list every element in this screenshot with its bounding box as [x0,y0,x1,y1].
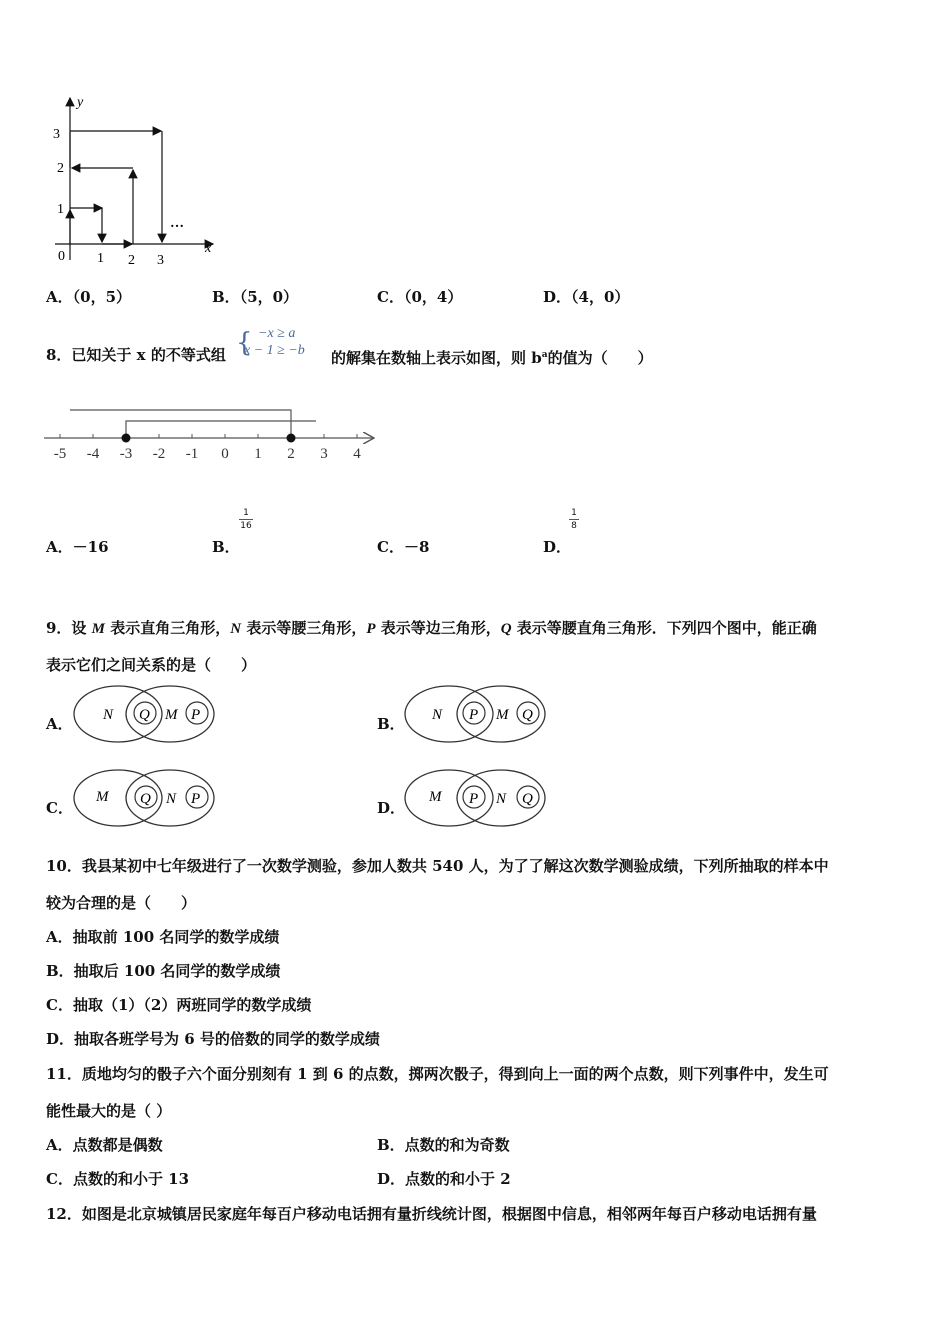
tick-label: 1 [254,446,262,462]
q11-option-d[interactable]: D．点数的和小于 2 [377,1170,511,1188]
set-label-left: N [432,707,443,723]
denominator: 16 [240,521,252,531]
q12-stem-line-1: 12．如图是北京城镇居民家庭年每百户移动电话拥有量折线统计图，根据图中信息，相邻两年每百户移动电话拥有量 [46,1205,817,1223]
brace-icon: { [236,328,253,358]
tick-label: -5 [53,446,67,462]
point-2 [287,434,296,443]
y-tick: 3 [53,127,60,142]
x-tick: 3 [157,253,164,268]
q9-venn-c[interactable] [70,766,220,832]
q9-venn-b[interactable] [401,682,551,748]
q7-option-b[interactable]: B．（5，0） [212,288,299,306]
q9-option-c[interactable]: C． [46,799,73,817]
set-label-left: M [96,789,109,805]
q11-option-a[interactable]: A．点数都是偶数 [46,1136,163,1154]
q9-stem-line-2: 表示它们之间关系的是（ ） [46,656,257,674]
q9-stem-line-1: 9．设 M 表示直角三角形，N 表示等腰三角形，P 表示等边三角形，Q 表示等腰直角三角形．下列四个图中，能正确 [46,619,817,637]
x-tick: 1 [97,251,104,266]
tick-label: 0 [221,446,229,462]
system-line-2: x − 1 ≥ −b [244,343,305,358]
tick-label: 4 [353,446,361,462]
q7-path-graph [45,92,235,272]
q9-option-d[interactable]: D． [377,799,406,817]
set-label-inner: Q [522,707,533,723]
set-label-inner: P [191,707,201,723]
q7-option-a[interactable]: A．（0，5） [46,288,132,306]
q8-option-c[interactable]: C．－8 [377,538,430,556]
tick-label: 3 [320,446,328,462]
numerator: 1 [243,508,249,518]
q9-venn-d[interactable] [401,766,551,832]
set-label-mid: Q [140,791,151,807]
q11-stem-line-2: 能性最大的是（ ） [46,1102,172,1120]
q7-option-c[interactable]: C．（0，4） [377,288,463,306]
y-tick: 2 [57,161,64,176]
y-tick: 1 [57,202,64,217]
q8-option-b[interactable]: B． [212,538,240,556]
tick-label: -1 [185,446,199,462]
set-label-right: M [496,707,509,723]
set-label-left: N [103,707,114,723]
point-minus-3 [122,434,131,443]
set-label-right: N [496,791,507,807]
tick-label: -2 [152,446,166,462]
q10-option-d[interactable]: D．抽取各班学号为 6 号的倍数的同学的数学成绩 [46,1030,380,1048]
tick-label: 2 [287,446,295,462]
q8-stem-start: 8．已知关于 x 的不等式组 [46,346,226,364]
q8-number-line [40,402,385,464]
q8-option-d[interactable]: D． [543,538,572,556]
x-axis-label: x [205,241,212,256]
q8-stem-end: 的解集在数轴上表示如图，则 $b^a$的值为（ ） [331,349,653,367]
q11-option-c[interactable]: C．点数的和小于 13 [46,1170,190,1188]
q10-stem-line-2: 较为合理的是（ ） [46,894,197,912]
set-label-right: M [165,707,178,723]
q11-option-b[interactable]: B．点数的和为奇数 [377,1136,510,1154]
q8-option-b-fraction [237,508,255,531]
q9-option-a[interactable]: A． [46,715,73,733]
q10-option-b[interactable]: B．抽取后 100 名同学的数学成绩 [46,962,281,980]
tick-label: -3 [119,446,133,462]
set-label-inner: P [191,791,201,807]
y-axis-label: y [77,95,84,110]
ellipsis: … [170,216,184,231]
q8-option-a[interactable]: A．－16 [46,538,109,556]
numerator: 1 [571,508,577,518]
tick-label: -4 [86,446,100,462]
set-label-mid: Q [139,707,150,723]
x-tick: 2 [128,253,135,268]
q10-option-a[interactable]: A．抽取前 100 名同学的数学成绩 [46,928,280,946]
x-tick: 0 [58,249,65,264]
q9-venn-a[interactable] [70,682,220,748]
q8-option-d-fraction [567,508,581,531]
set-label-inner: Q [522,791,533,807]
q11-stem-line-1: 11．质地均匀的骰子六个面分别刻有 1 到 6 的点数，掷两次骰子，得到向上一面的两个点数，则下列事件中，发生可 [46,1065,829,1083]
q8-inequality-system [236,326,332,362]
q9-option-b[interactable]: B． [377,715,405,733]
q7-option-d[interactable]: D．（4，0） [543,288,630,306]
set-label-left: M [429,789,442,805]
denominator: 8 [571,521,577,531]
set-label-right: N [166,791,177,807]
set-label-mid: P [469,791,479,807]
system-line-1: −x ≥ a [258,326,296,341]
q10-option-c[interactable]: C．抽取（1）（2）两班同学的数学成绩 [46,996,312,1014]
q10-stem-line-1: 10．我县某初中七年级进行了一次数学测验，参加人数共 540 人，为了了解这次数学测验成绩，下列所抽取的样本中 [46,857,829,875]
exponent: a [541,350,548,360]
set-label-mid: P [469,707,479,723]
